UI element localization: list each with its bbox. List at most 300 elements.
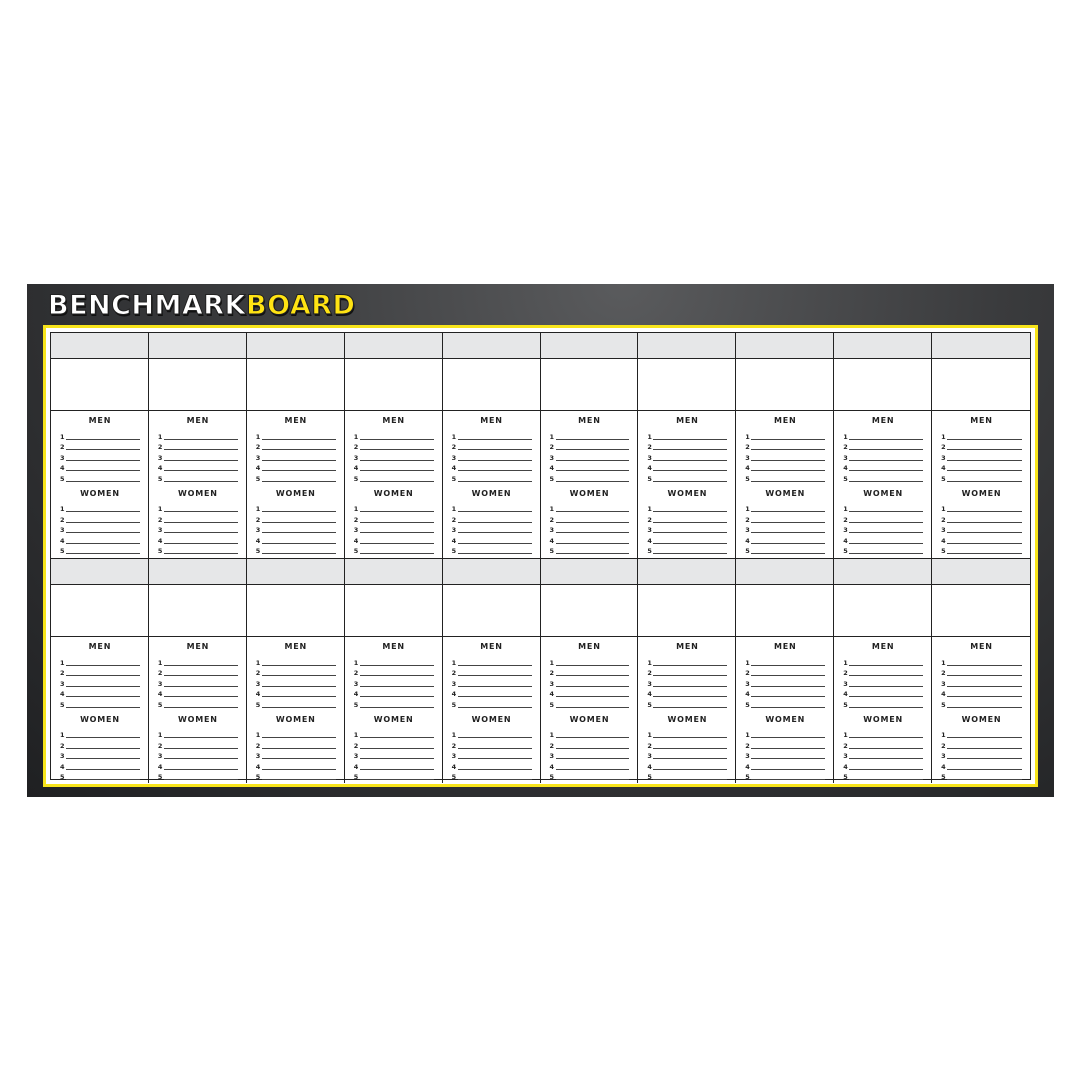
score-line[interactable]	[60, 524, 140, 535]
workout-description-cell[interactable]	[345, 359, 443, 411]
score-line[interactable]	[550, 688, 630, 699]
score-line[interactable]	[941, 729, 1022, 740]
score-line[interactable]	[158, 545, 238, 556]
workout-name-cell[interactable]	[834, 559, 932, 585]
rank-number: 2	[451, 741, 457, 750]
write-line	[164, 480, 238, 482]
score-line[interactable]	[354, 739, 434, 750]
score-line[interactable]	[647, 656, 727, 667]
score-line[interactable]	[158, 534, 238, 545]
score-line[interactable]	[745, 503, 825, 514]
score-line[interactable]	[452, 472, 532, 483]
score-line[interactable]	[354, 771, 434, 782]
workout-name-cell[interactable]	[736, 333, 834, 359]
workout-name-cell[interactable]	[932, 333, 1030, 359]
score-line[interactable]	[452, 729, 532, 740]
score-line[interactable]	[256, 656, 336, 667]
score-line[interactable]	[158, 667, 238, 678]
score-line[interactable]	[256, 750, 336, 761]
score-line[interactable]	[550, 513, 630, 524]
score-line[interactable]	[60, 534, 140, 545]
score-line[interactable]	[256, 503, 336, 514]
score-line[interactable]	[550, 750, 630, 761]
score-line[interactable]	[354, 698, 434, 709]
rank-number: 2	[255, 741, 261, 750]
score-line[interactable]	[647, 729, 727, 740]
score-line[interactable]	[843, 513, 923, 524]
score-line[interactable]	[354, 513, 434, 524]
write-line	[849, 695, 923, 697]
score-line[interactable]	[843, 524, 923, 535]
score-line[interactable]	[60, 462, 140, 473]
write-line	[262, 480, 336, 482]
score-line[interactable]	[256, 729, 336, 740]
score-line[interactable]	[452, 688, 532, 699]
workout-description-cell[interactable]	[638, 585, 736, 637]
score-line[interactable]	[745, 760, 825, 771]
score-line[interactable]	[60, 545, 140, 556]
workout-description-cell[interactable]	[443, 585, 541, 637]
score-line[interactable]	[158, 739, 238, 750]
score-line[interactable]	[550, 524, 630, 535]
score-line[interactable]	[843, 430, 923, 441]
score-line[interactable]	[843, 462, 923, 473]
score-line[interactable]	[158, 688, 238, 699]
workout-name-cell[interactable]	[247, 559, 345, 585]
score-line[interactable]	[256, 760, 336, 771]
score-line[interactable]	[452, 545, 532, 556]
score-line[interactable]	[60, 472, 140, 483]
workout-name-cell[interactable]	[345, 559, 443, 585]
workout-name-cell[interactable]	[736, 559, 834, 585]
rank-number: 4	[843, 464, 848, 472]
score-line[interactable]	[745, 667, 825, 678]
score-line[interactable]	[452, 513, 532, 524]
workout-description-cell[interactable]	[247, 585, 345, 637]
score-line[interactable]	[745, 451, 825, 462]
group-label-men: MEN	[970, 416, 993, 425]
score-line[interactable]	[60, 430, 140, 441]
rank-number: 2	[941, 669, 946, 677]
score-line[interactable]	[550, 667, 630, 678]
score-line[interactable]	[60, 688, 140, 699]
rank-number: 2	[647, 669, 652, 677]
write-line	[849, 542, 923, 544]
score-line[interactable]	[843, 451, 923, 462]
score-line[interactable]	[60, 451, 140, 462]
score-line[interactable]	[354, 472, 434, 483]
score-line[interactable]	[354, 462, 434, 473]
score-line[interactable]	[60, 677, 140, 688]
rank-number: 2	[353, 669, 359, 677]
score-line[interactable]	[354, 524, 434, 535]
score-line[interactable]	[745, 545, 825, 556]
score-line[interactable]	[745, 750, 825, 761]
workout-name-cell[interactable]	[638, 559, 736, 585]
score-line[interactable]	[550, 698, 630, 709]
score-line[interactable]	[158, 430, 238, 441]
score-line[interactable]	[647, 771, 727, 782]
score-line[interactable]	[550, 534, 630, 545]
rank-number: 4	[451, 690, 457, 698]
score-line[interactable]	[452, 462, 532, 473]
score-line[interactable]	[256, 513, 336, 524]
workout-description-cell[interactable]	[51, 585, 149, 637]
rank-number: 2	[255, 669, 261, 677]
score-line[interactable]	[256, 451, 336, 462]
score-line[interactable]	[647, 750, 727, 761]
score-line[interactable]	[60, 739, 140, 750]
score-line[interactable]	[452, 524, 532, 535]
write-line	[164, 531, 238, 533]
score-line[interactable]	[60, 760, 140, 771]
score-line[interactable]	[843, 771, 923, 782]
score-line[interactable]	[452, 771, 532, 782]
workout-name-cell[interactable]	[443, 333, 541, 359]
score-line[interactable]	[941, 503, 1022, 514]
score-line[interactable]	[354, 545, 434, 556]
score-line[interactable]	[256, 534, 336, 545]
workout-description-cell[interactable]	[541, 359, 639, 411]
workout-description-cell[interactable]	[932, 359, 1030, 411]
rank-number: 2	[745, 443, 750, 451]
score-line[interactable]	[843, 750, 923, 761]
rank-number: 1	[255, 432, 261, 441]
score-line[interactable]	[60, 513, 140, 524]
score-line[interactable]	[452, 750, 532, 761]
score-line[interactable]	[941, 750, 1022, 761]
score-line[interactable]	[647, 503, 727, 514]
score-line[interactable]	[941, 513, 1022, 524]
rank-number: 3	[549, 453, 555, 462]
workout-description-cell[interactable]	[736, 359, 834, 411]
score-line[interactable]	[256, 472, 336, 483]
score-line[interactable]	[941, 677, 1022, 688]
score-line[interactable]	[550, 451, 630, 462]
score-line[interactable]	[550, 771, 630, 782]
group-label-women: WOMEN	[471, 714, 512, 724]
score-line[interactable]	[745, 524, 825, 535]
score-line[interactable]	[452, 430, 532, 441]
score-line[interactable]	[647, 462, 727, 473]
workout-description-cell[interactable]	[443, 359, 541, 411]
score-line[interactable]	[354, 441, 434, 452]
write-line	[556, 736, 630, 738]
workout-description-cell[interactable]	[345, 585, 443, 637]
workout-name-cell[interactable]	[149, 333, 247, 359]
rank-number: 2	[647, 515, 652, 524]
score-line[interactable]	[256, 677, 336, 688]
rank-number: 4	[549, 536, 555, 545]
write-line	[849, 664, 923, 666]
score-line[interactable]	[452, 677, 532, 688]
score-line[interactable]	[158, 451, 238, 462]
score-line[interactable]	[843, 503, 923, 514]
workout-name-cell[interactable]	[51, 559, 149, 585]
write-line	[458, 459, 532, 461]
score-line[interactable]	[941, 545, 1022, 556]
write-line	[458, 706, 532, 708]
score-line[interactable]	[941, 698, 1022, 709]
scores-cell	[736, 411, 834, 559]
score-line[interactable]	[843, 677, 923, 688]
score-line[interactable]	[647, 739, 727, 750]
score-line[interactable]	[647, 534, 727, 545]
score-line[interactable]	[60, 441, 140, 452]
score-line[interactable]	[941, 739, 1022, 750]
score-line[interactable]	[550, 462, 630, 473]
write-line	[360, 448, 434, 450]
score-line[interactable]	[158, 524, 238, 535]
write-line	[360, 778, 434, 780]
workout-name-cell[interactable]	[638, 333, 736, 359]
rank-number: 5	[157, 773, 163, 781]
score-line[interactable]	[843, 534, 923, 545]
score-line[interactable]	[647, 451, 727, 462]
score-line[interactable]	[452, 739, 532, 750]
score-line[interactable]	[256, 545, 336, 556]
score-line[interactable]	[647, 667, 727, 678]
score-line[interactable]	[158, 472, 238, 483]
workout-name-cell[interactable]	[247, 333, 345, 359]
score-line[interactable]	[452, 656, 532, 667]
score-line[interactable]	[354, 534, 434, 545]
workout-description-cell[interactable]	[541, 585, 639, 637]
scores-cell	[149, 411, 247, 559]
score-line[interactable]	[550, 677, 630, 688]
score-line[interactable]	[745, 739, 825, 750]
score-line[interactable]	[550, 656, 630, 667]
score-line[interactable]	[60, 503, 140, 514]
score-line[interactable]	[158, 656, 238, 667]
score-line[interactable]	[60, 656, 140, 667]
score-line[interactable]	[647, 698, 727, 709]
workout-description-cell[interactable]	[736, 585, 834, 637]
score-line[interactable]	[647, 430, 727, 441]
score-line[interactable]	[745, 430, 825, 441]
score-line[interactable]	[745, 472, 825, 483]
score-line[interactable]	[941, 771, 1022, 782]
workout-description-cell[interactable]	[932, 585, 1030, 637]
write-line	[653, 768, 727, 770]
score-line[interactable]	[354, 677, 434, 688]
score-line[interactable]	[550, 472, 630, 483]
score-line[interactable]	[550, 441, 630, 452]
score-line[interactable]	[452, 698, 532, 709]
write-line	[262, 664, 336, 666]
score-line[interactable]	[550, 739, 630, 750]
score-line[interactable]	[647, 760, 727, 771]
score-line[interactable]	[745, 462, 825, 473]
score-line[interactable]	[941, 760, 1022, 771]
score-line[interactable]	[256, 771, 336, 782]
score-line[interactable]	[647, 472, 727, 483]
workout-description-cell[interactable]	[834, 585, 932, 637]
group-label-women: WOMEN	[569, 714, 610, 724]
score-line[interactable]	[843, 441, 923, 452]
score-line[interactable]	[745, 513, 825, 524]
score-line[interactable]	[941, 524, 1022, 535]
score-line[interactable]	[843, 472, 923, 483]
score-line[interactable]	[550, 503, 630, 514]
score-line[interactable]	[550, 729, 630, 740]
score-line[interactable]	[256, 739, 336, 750]
score-line[interactable]	[550, 545, 630, 556]
score-line[interactable]	[941, 441, 1022, 452]
score-line[interactable]	[354, 656, 434, 667]
score-line[interactable]	[158, 677, 238, 688]
score-line[interactable]	[745, 729, 825, 740]
score-line[interactable]	[60, 667, 140, 678]
rank-number: 2	[157, 741, 163, 750]
score-line[interactable]	[60, 750, 140, 761]
score-line[interactable]	[452, 503, 532, 514]
workout-description-cell[interactable]	[638, 359, 736, 411]
workout-name-cell[interactable]	[932, 559, 1030, 585]
score-line[interactable]	[843, 760, 923, 771]
score-line[interactable]	[941, 430, 1022, 441]
score-line[interactable]	[941, 451, 1022, 462]
write-line	[947, 736, 1022, 738]
score-line[interactable]	[60, 771, 140, 782]
score-line[interactable]	[158, 462, 238, 473]
workout-name-cell[interactable]	[149, 559, 247, 585]
score-line[interactable]	[256, 441, 336, 452]
score-line[interactable]	[647, 524, 727, 535]
write-line	[849, 459, 923, 461]
rank-number: 3	[157, 679, 163, 688]
score-line[interactable]	[843, 688, 923, 699]
write-line	[360, 459, 434, 461]
write-line	[262, 510, 336, 512]
rank-number: 2	[353, 443, 359, 451]
score-line[interactable]	[941, 462, 1022, 473]
score-line[interactable]	[452, 451, 532, 462]
write-line	[751, 674, 825, 676]
score-line[interactable]	[60, 729, 140, 740]
score-line[interactable]	[452, 760, 532, 771]
score-line[interactable]	[158, 513, 238, 524]
score-line[interactable]	[354, 729, 434, 740]
score-line[interactable]	[745, 441, 825, 452]
score-line[interactable]	[158, 771, 238, 782]
score-line[interactable]	[647, 688, 727, 699]
score-line[interactable]	[843, 656, 923, 667]
write-line	[653, 480, 727, 482]
score-line[interactable]	[158, 698, 238, 709]
write-line	[653, 438, 727, 440]
score-line[interactable]	[647, 513, 727, 524]
score-line[interactable]	[647, 545, 727, 556]
score-line[interactable]	[941, 472, 1022, 483]
rank-number: 5	[549, 547, 555, 555]
rank-number: 3	[549, 752, 555, 760]
workout-name-cell[interactable]	[345, 333, 443, 359]
score-line[interactable]	[647, 677, 727, 688]
write-line	[849, 706, 923, 708]
workout-description-cell[interactable]	[247, 359, 345, 411]
rank-number: 4	[941, 464, 946, 472]
score-line[interactable]	[158, 729, 238, 740]
score-line[interactable]	[452, 534, 532, 545]
score-line[interactable]	[354, 430, 434, 441]
write-line	[751, 778, 825, 780]
score-line[interactable]	[158, 750, 238, 761]
score-line[interactable]	[941, 656, 1022, 667]
score-line[interactable]	[256, 524, 336, 535]
score-line[interactable]	[745, 656, 825, 667]
score-line[interactable]	[941, 667, 1022, 678]
score-line[interactable]	[256, 667, 336, 678]
score-line[interactable]	[354, 451, 434, 462]
score-line[interactable]	[843, 729, 923, 740]
workout-description-cell[interactable]	[51, 359, 149, 411]
score-line[interactable]	[941, 688, 1022, 699]
score-line[interactable]	[256, 462, 336, 473]
score-line[interactable]	[452, 441, 532, 452]
score-line[interactable]	[158, 503, 238, 514]
score-line[interactable]	[354, 688, 434, 699]
rank-number: 1	[941, 731, 946, 739]
score-line[interactable]	[745, 698, 825, 709]
score-line[interactable]	[745, 688, 825, 699]
score-line[interactable]	[745, 677, 825, 688]
score-line[interactable]	[843, 698, 923, 709]
score-line[interactable]	[354, 667, 434, 678]
scores-cell	[51, 411, 149, 559]
score-line[interactable]	[452, 667, 532, 678]
score-line[interactable]	[843, 667, 923, 678]
write-line	[458, 674, 532, 676]
scores-cell	[932, 411, 1030, 559]
score-line[interactable]	[158, 441, 238, 452]
workout-description-cell[interactable]	[149, 585, 247, 637]
write-line	[947, 438, 1022, 440]
score-line[interactable]	[158, 760, 238, 771]
rank-number: 1	[843, 658, 848, 667]
score-line[interactable]	[256, 430, 336, 441]
score-line[interactable]	[354, 760, 434, 771]
workout-name-cell[interactable]	[51, 333, 149, 359]
workout-name-cell[interactable]	[541, 559, 639, 585]
board-title	[48, 288, 355, 324]
score-line[interactable]	[745, 534, 825, 545]
score-line[interactable]	[843, 739, 923, 750]
workout-name-cell[interactable]	[541, 333, 639, 359]
rank-number: 2	[549, 515, 555, 524]
score-line[interactable]	[647, 441, 727, 452]
score-line[interactable]	[550, 430, 630, 441]
write-line	[947, 510, 1022, 512]
write-line	[653, 552, 727, 554]
workout-description-cell[interactable]	[149, 359, 247, 411]
group-label-men: MEN	[480, 416, 503, 425]
score-line[interactable]	[60, 698, 140, 709]
score-line[interactable]	[354, 750, 434, 761]
score-line[interactable]	[843, 545, 923, 556]
score-line[interactable]	[256, 688, 336, 699]
score-line[interactable]	[941, 534, 1022, 545]
workout-description-cell[interactable]	[834, 359, 932, 411]
score-line[interactable]	[256, 698, 336, 709]
score-line[interactable]	[354, 503, 434, 514]
score-line[interactable]	[550, 760, 630, 771]
workout-name-cell[interactable]	[834, 333, 932, 359]
workout-name-cell[interactable]	[443, 559, 541, 585]
rank-number: 1	[549, 658, 555, 667]
rank-number: 2	[255, 515, 261, 524]
score-line[interactable]	[745, 771, 825, 782]
